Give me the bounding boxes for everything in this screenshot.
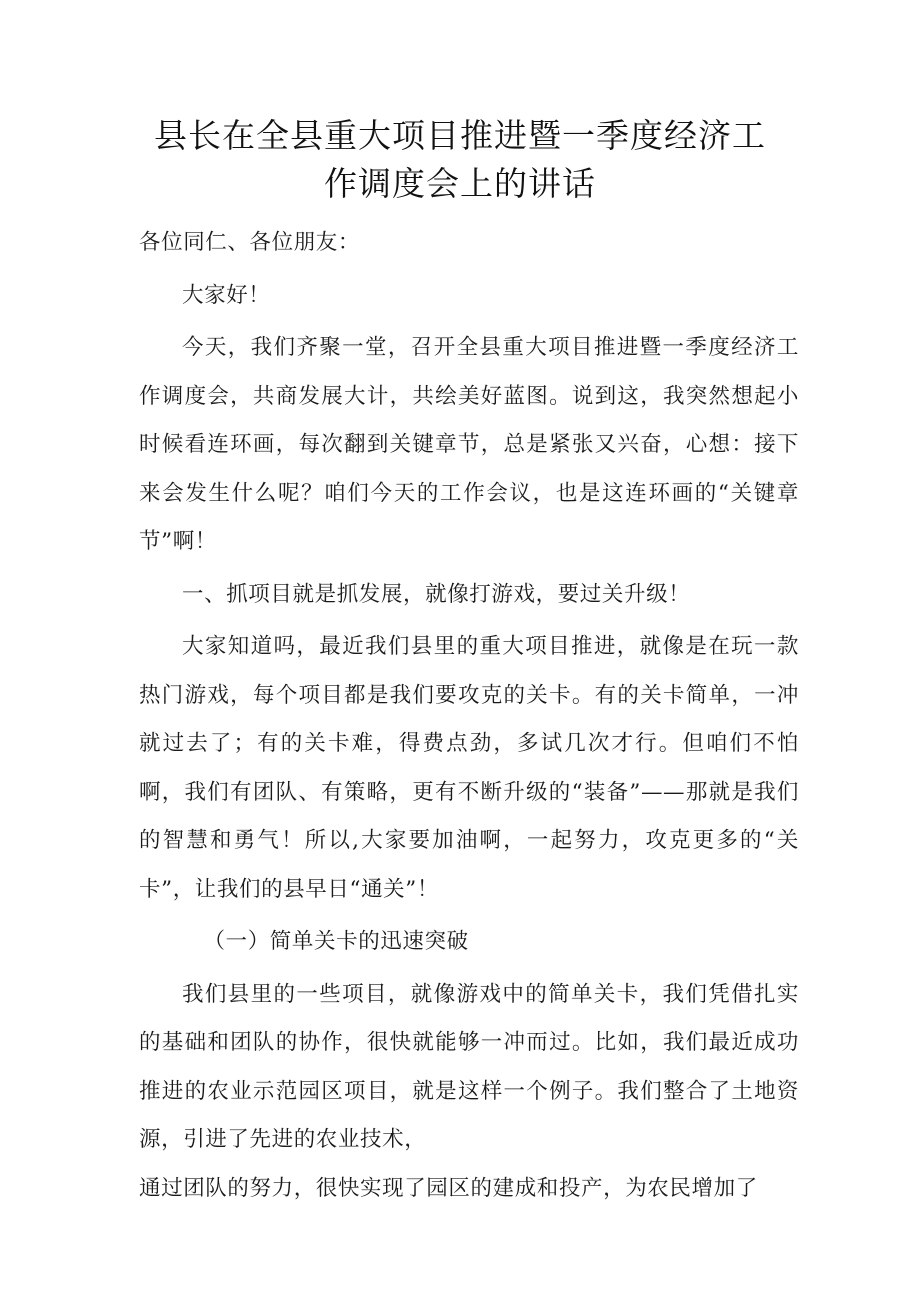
title-line-2: 作调度会上的讲话	[324, 164, 596, 203]
document-body	[139, 219, 799, 1213]
section-heading-1: 一、抓项目就是抓发展，就像打游戏，要过关升级！	[182, 581, 691, 607]
greeting: 大家好！	[182, 282, 271, 308]
subsection-heading-1: （一）简单关卡的迅速突破	[203, 929, 469, 954]
paragraph-opening: 今天，我们齐聚一堂，召开全县重大项目推进暨一季度经济工作调度会，共商发展大计，共绘美好蓝图。说到这，我突然想起小时候看连环画，每次翻到关键章节，总是紧张又兴奋，心想：接下来会发生什么呢？咱们今天的工作会议，也是这连环画的“关键章节”啊！	[139, 335, 799, 554]
title-line-1: 县长在全县重大项目推进暨一季度经济工	[154, 116, 766, 155]
salutation: 各位同仁、各位朋友：	[139, 230, 361, 255]
document-title	[0, 112, 920, 208]
paragraph-section-1: 大家知道吗，最近我们县里的重大项目推进，就像是在玩一款热门游戏，每个项目都是我们要攻克的关卡。有的关卡简单，一冲就过去了；有的关卡难，得费点劲，多试几次才行。但咱们不怕啊，我们有团队、有策略，更有不断升级的“装备”——那就是我们的智慧和勇气！所以,大家要加油啊，一起努力，攻克更多的“关卡”，让我们的县早日“通关”！	[139, 634, 799, 902]
paragraph-continuation: 通过团队的努力，很快实现了园区的建成和投产，为农民增加了	[139, 1175, 758, 1201]
paragraph-subsection-1: 我们县里的一些项目，就像游戏中的简单关卡，我们凭借扎实的基础和团队的协作，很快就能够一冲而过。比如，我们最近成功推进的农业示范园区项目，就是这样一个例子。我们整合了土地资源，引进了先进的农业技术，	[139, 981, 799, 1152]
